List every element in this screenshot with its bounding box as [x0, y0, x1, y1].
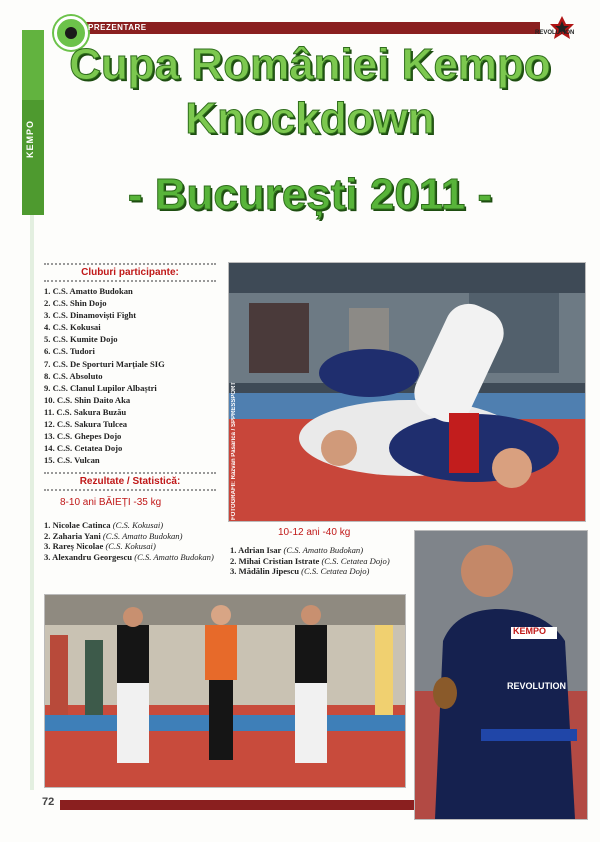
athlete-illustration: [415, 531, 587, 819]
grappling-illustration: [229, 263, 585, 521]
title-line-1: Cupa României Kempo: [69, 40, 551, 89]
list-item: 13. C.S. Ghepes Dojo: [44, 431, 122, 442]
list-item: 12. C.S. Sakura Tulcea: [44, 419, 128, 430]
list-item: 5. C.S. Kumite Dojo: [44, 334, 118, 345]
list-item: 11. C.S. Sakura Buzău: [44, 406, 127, 417]
bottom-bar: [60, 800, 414, 810]
list-item: 10. C.S. Shin Daito Aka: [44, 394, 131, 405]
category-1-results: [44, 520, 220, 562]
top-bar: [80, 22, 540, 34]
athlete-photo: [414, 530, 588, 820]
list-item: 3. Mădălin Jipescu (C.S. Cetatea Dojo): [230, 566, 370, 576]
jacket-brand: KEMPO: [513, 626, 547, 636]
title-line-2: Knockdown: [185, 94, 435, 143]
list-item: 1. Adrian Isar (C.S. Amatto Budokan): [230, 545, 364, 555]
logo-text: REVOLUTION: [535, 30, 575, 36]
clubs-heading: Cluburi participante:: [44, 263, 216, 282]
list-item: 15. C.S. Vulcan: [44, 455, 100, 466]
clubs-list: [44, 285, 224, 466]
jacket-text: REVOLUTION: [507, 681, 567, 691]
list-item: 1. C.S. Amatto Budokan: [44, 286, 133, 296]
section-label: PREZENTARE: [88, 23, 147, 32]
list-item: 1. Nicolae Catinca (C.S. Kokusai): [44, 520, 164, 530]
list-item: 3. Alexandru Georgescu (C.S. Amatto Budokan): [44, 551, 214, 562]
results-heading: Rezultate / Statistică:: [44, 472, 216, 491]
list-item: 3. C.S. Dinamoviști Fight: [44, 310, 137, 321]
list-item: 14. C.S. Cetatea Dojo: [44, 443, 123, 454]
category-1-title: 8-10 ani BĂIEȚI -35 kg: [60, 497, 162, 508]
title-line-3: - București 2011 -: [127, 170, 493, 219]
sparring-photo: [44, 594, 406, 788]
list-item: 2. C.S. Shin Dojo: [44, 298, 107, 309]
list-item: 6. C.S. Tudori: [44, 346, 95, 357]
list-item: 8. C.S. Absoluto: [44, 370, 103, 381]
list-item: 2. Zaharia Yani (C.S. Amatto Budokan): [44, 530, 183, 541]
list-item: 9. C.S. Clanul Lupilor Albaștri: [44, 382, 157, 393]
category-2-title: 10-12 ani -40 kg: [278, 527, 351, 538]
sparring-illustration: [45, 595, 405, 787]
photo-credit: FOTOGRAFII: Răzvan Păsărică / SPPRESSPORT: [231, 382, 237, 520]
category-2-results: [230, 545, 410, 577]
side-tab-label: KEMPO: [25, 120, 35, 159]
list-item: 3. Rareș Nicolae (C.S. Kokusai): [44, 541, 156, 551]
list-item: 4. C.S. Kokusai: [44, 322, 101, 333]
side-section-tab: [22, 100, 44, 215]
page-number: 72: [42, 796, 55, 808]
grappling-photo: [228, 262, 586, 522]
revolution-logo-icon: [540, 14, 584, 42]
list-item: 2. Mihai Cristian Istrate (C.S. Cetatea Dojo): [230, 555, 390, 566]
list-item: 7. C.S. De Sporturi Marțiale SIG: [44, 358, 165, 369]
